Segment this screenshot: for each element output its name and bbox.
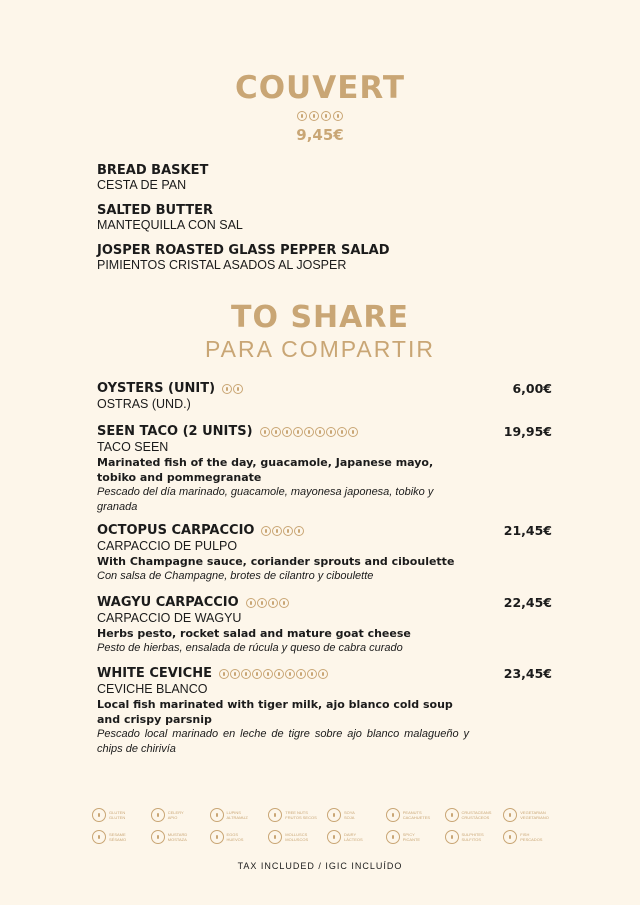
share-subtitle: PARA COMPARTIR [205, 336, 435, 362]
legend-item-mustard: MUSTARD MOSTAZA [151, 830, 210, 844]
crustaceans-icon [445, 808, 459, 822]
lupins-icon [318, 669, 328, 679]
gluten-icon [230, 669, 240, 679]
dish-name-es: TACO SEEN [97, 440, 169, 454]
legend-item-celery: CELERY APIO [151, 808, 210, 822]
sulphites-icon [285, 669, 295, 679]
legend-item-fish: FISH PESCADOS [503, 830, 562, 844]
dish-allergen-icons [246, 598, 289, 608]
dish-allergen-icons [222, 384, 243, 394]
couvert-title: COUVERT [234, 70, 406, 106]
eggs-icon [246, 598, 256, 608]
sulphites-icon [279, 598, 289, 608]
item-name: JOSPER ROASTED GLASS PEPPER SALAD [97, 243, 390, 258]
dish-name-es: CARPACCIO DE PULPO [97, 539, 238, 553]
sulphites-icon [283, 526, 293, 536]
allergen-legend [92, 808, 562, 844]
lupins-icon [210, 808, 224, 822]
dish-name: WAGYU CARPACCIO [97, 595, 239, 610]
legend-item-vegetarian: VEGETARIAN VEGETARIANO [503, 808, 562, 822]
dish-description-es: Pescado del día marinado, guacamole, mayonesa japonesa, tobiko y granada [97, 486, 434, 513]
dish [97, 424, 552, 515]
fish-icon [260, 427, 270, 437]
dish-price: 21,45€ [503, 523, 552, 538]
tree-nuts-icon [268, 808, 282, 822]
molluscs-icon [268, 830, 282, 844]
dish [97, 595, 552, 656]
dish-name: OYSTERS (UNIT) [97, 381, 216, 396]
dish-price: 23,45€ [503, 666, 552, 681]
dish-price: 19,95€ [503, 424, 552, 439]
eggs-icon [210, 830, 224, 844]
item-name-es: CESTA DE PAN [97, 178, 187, 192]
vegetarian-icon [503, 808, 517, 822]
legend-item-lupins: LUPINS ALTRAMUZ [210, 808, 269, 822]
dish-description-es: Pescado local marinado en leche de tigre sobre ajo blanco malagueño y chips de chirivía [97, 728, 469, 755]
eggs-icon [309, 111, 319, 121]
legend-item-eggs: EGGS HUEVOS [210, 830, 269, 844]
dish-description: Marinated fish of the day, guacamole, Japanese mayo, tobiko and pommegranate [97, 456, 434, 484]
legend-item-dairy: DAIRY LÁCTEOS [327, 830, 386, 844]
dish-description: With Champagne sauce, coriander sprouts and ciboulette [97, 555, 455, 568]
mustard-icon [294, 526, 304, 536]
legend-item-soya: SOYA SOJA [327, 808, 386, 822]
legend-item-crustaceans: CRUSTACEANS CRUSTÁCEOS [445, 808, 504, 822]
dairy-icon [296, 669, 306, 679]
soya-icon [304, 427, 314, 437]
fish-icon [503, 830, 517, 844]
mustard-icon [151, 830, 165, 844]
dairy-icon [337, 427, 347, 437]
dish-description: Local fish marinated with tiger milk, ajo blanco cold soup and crispy parsnip [97, 698, 453, 726]
dish-description: Herbs pesto, rocket salad and mature goat cheese [97, 627, 411, 640]
couvert-item [97, 243, 390, 273]
dish-name: WHITE CEVICHE [97, 666, 212, 681]
dish-allergen-icons [260, 427, 358, 437]
item-name-es: PIMIENTOS CRISTAL ASADOS AL JOSPER [97, 258, 347, 272]
dish-price: 6,00€ [512, 381, 552, 396]
tree-nuts-icon [241, 669, 251, 679]
spicy-icon [315, 427, 325, 437]
sulphites-icon [326, 427, 336, 437]
dish [97, 523, 552, 584]
couvert-price: 9,45€ [296, 126, 344, 144]
molluscs-icon [261, 526, 271, 536]
legend-item-tree-nuts: TREE NUTS FRUTOS SECOS [268, 808, 327, 822]
share-title: TO SHARE [231, 300, 409, 335]
dairy-icon [257, 598, 267, 608]
item-name: BREAD BASKET [97, 163, 209, 178]
soya-icon [327, 808, 341, 822]
eggs-icon [282, 427, 292, 437]
dish-name-es: OSTRAS (UND.) [97, 397, 191, 411]
legend-item-sesame: SESAME SÉSAMO [92, 830, 151, 844]
soya-icon [263, 669, 273, 679]
sesame-icon [348, 427, 358, 437]
spicy-icon [274, 669, 284, 679]
dish-name: SEEN TACO (2 UNITS) [97, 424, 253, 439]
couvert-allergen-icons [0, 111, 640, 121]
dish [97, 381, 552, 412]
spicy-icon [386, 830, 400, 844]
couvert-item [97, 163, 208, 193]
gluten-icon [297, 111, 307, 121]
sulphites-icon [233, 384, 243, 394]
dish-allergen-icons [261, 526, 304, 536]
gluten-icon [92, 808, 106, 822]
dish-description-es: Pesto de hierbas, ensalada de rúcula y queso de cabra curado [97, 642, 403, 654]
fish-icon [219, 669, 229, 679]
mustard-icon [293, 427, 303, 437]
sesame-icon [92, 830, 106, 844]
dairy-icon [333, 111, 343, 121]
dairy-icon [327, 830, 341, 844]
sulphites-icon [445, 830, 459, 844]
peanuts-icon [386, 808, 400, 822]
legend-item-molluscs: MOLLUSCS MOLUSCOS [268, 830, 327, 844]
legend-item-peanuts: PEANUTS CACAHUETES [386, 808, 445, 822]
gluten-icon [271, 427, 281, 437]
dish [97, 666, 552, 757]
dish-description-es: Con salsa de Champagne, brotes de cilantro y ciboulette [97, 570, 374, 582]
item-name-es: MANTEQUILLA CON SAL [97, 218, 243, 232]
tax-note: TAX INCLUDED / IGIC INCLUÍDO [237, 861, 403, 871]
dish-name-es: CEVICHE BLANCO [97, 682, 208, 696]
dish-name: OCTOPUS CARPACCIO [97, 523, 255, 538]
legend-item-spicy: SPICY PICANTE [386, 830, 445, 844]
item-name: SALTED BUTTER [97, 203, 214, 218]
tree-nuts-icon [268, 598, 278, 608]
celery-icon [272, 526, 282, 536]
dish-name-es: CARPACCIO DE WAGYU [97, 611, 242, 625]
dish-price: 22,45€ [503, 595, 552, 610]
dish-allergen-icons [219, 669, 328, 679]
couvert-item [97, 203, 243, 233]
celery-icon [151, 808, 165, 822]
molluscs-icon [222, 384, 232, 394]
mustard-icon [321, 111, 331, 121]
mustard-icon [252, 669, 262, 679]
legend-item-gluten: GLUTEN GLUTEN [92, 808, 151, 822]
celery-icon [307, 669, 317, 679]
legend-item-sulphites: SULPHITES SULFITOS [445, 830, 504, 844]
